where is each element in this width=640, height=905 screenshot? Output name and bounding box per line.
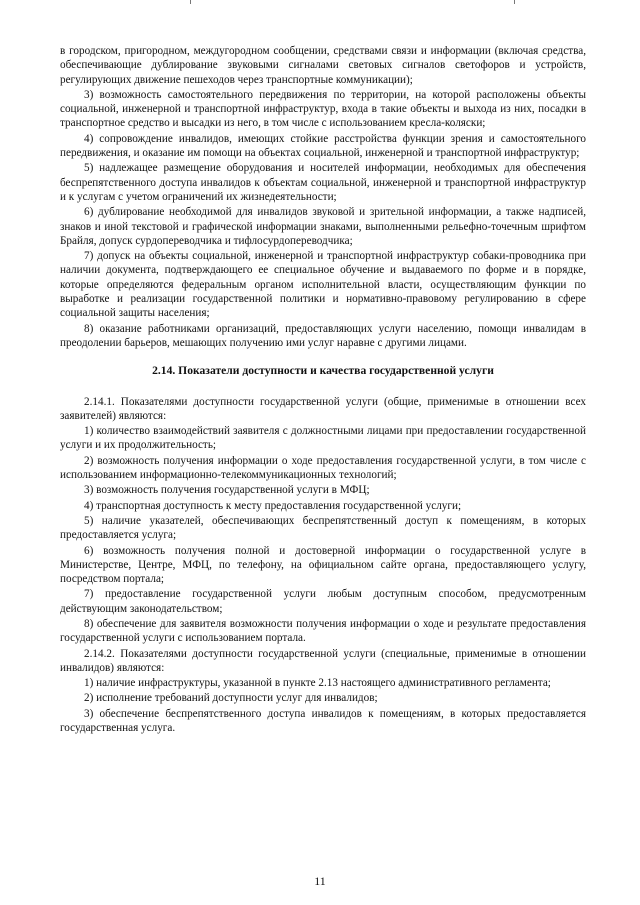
paragraph: 1) количество взаимодействий заявителя с должностными лицами при предоставлении государственной услуги и их продолжительность;	[60, 425, 586, 452]
paragraph: 6) возможность получения полной и достоверной информации о государственной услуге в Министерстве, Центре, МФЦ, по телефону, на официальном сайте органа, предоставляющего услугу, посредством портала;	[60, 544, 586, 586]
paragraph: 7) допуск на объекты социальной, инженерной и транспортной инфраструктур собаки-проводника при наличии документа, подтверждающего ее специальное обучение и выдаваемого по форме и в порядке, которые определяются федеральным органом исполнительной власти, осуществляющим функции по выработке и реализации государственной политики и нормативно-правовому регулированию в сфере социальной защиты населения;	[60, 250, 586, 320]
paragraph: 8) обеспечение для заявителя возможности получения информации о ходе и результате предоставления государственной услуги с использованием портала.	[60, 617, 586, 645]
paragraph: 2) исполнение требований доступности услуг для инвалидов;	[84, 692, 378, 705]
paragraph: 3) возможность получения государственной услуги в МФЦ;	[84, 484, 370, 497]
scan-mark	[190, 0, 191, 4]
paragraph: 2.14.1. Показателями доступности государственной услуги (общие, применимые в отношении всех заявителей) являются:	[60, 395, 586, 422]
paragraph: 3) обеспечение беспрепятственного доступа инвалидов к помещениям, в которых предоставляется государственная услуга.	[60, 707, 586, 735]
scan-mark	[514, 0, 515, 4]
paragraph: 3) возможность самостоятельного передвижения по территории, на которой расположены объекты социальной, инженерной и транспортной инфраструктур, входа в такие объекты и выхода из них, посадки в транспортное средство и высадки из него, в том числе с использованием кресла-коляски;	[60, 88, 586, 130]
document-body	[60, 44, 586, 736]
paragraph: 8) оказание работниками организаций, предоставляющих услуги населению, помощи инвалидам в преодолении барьеров, мешающих получению ими услуг наравне с другими лицами.	[60, 322, 586, 349]
paragraph: 5) надлежащее размещение оборудования и носителей информации, необходимых для обеспечения беспрепятственного доступа инвалидов к объектам социальной, инженерной и транспортной инфраструктур и к услугам с учетом ограничений их жизнедеятельности;	[60, 162, 586, 203]
paragraph: 4) транспортная доступность к месту предоставления государственной услуги;	[84, 499, 462, 512]
paragraph: 2) возможность получения информации о ходе предоставления государственной услуги, в том числе с использованием информационно-телекоммуникационных технологий;	[60, 454, 586, 482]
paragraph: 7) предоставление государственной услуги любым доступным способом, предусмотренным действующим законодательством;	[60, 588, 586, 615]
page-number: 11	[314, 874, 326, 888]
paragraph: в городском, пригородном, междугородном сообщении, средствами связи и информации (включая средства, обеспечивающие дублирование звуковыми сигналами световых сигналов светофоров и устройств, регулирующих движение пешеходов через транспортные коммуникации);	[60, 45, 586, 86]
section-heading: 2.14. Показатели доступности и качества государственной услуги	[152, 364, 494, 378]
paragraph: 5) наличие указателей, обеспечивающих беспрепятственный доступ к помещениям, в которых предоставляется услуга;	[60, 514, 586, 542]
paragraph: 6) дублирование необходимой для инвалидов звуковой и зрительной информации, а также надписей, знаков и иной текстовой и графической информации знаками, выполненными рельефно-точечным шрифтом Брайля, допуск сурдопереводчика и тифлосурдопереводчика;	[60, 206, 586, 247]
paragraph: 4) сопровождение инвалидов, имеющих стойкие расстройства функции зрения и самостоятельного передвижения, и оказание им помощи на объектах социальной, инженерной и транспортной инфраструктур;	[60, 132, 586, 160]
paragraph: 2.14.2. Показателями доступности государственной услуги (специальные, применимые в отношении инвалидов) являются:	[60, 647, 586, 674]
paragraph: 1) наличие инфраструктуры, указанной в пункте 2.13 настоящего административного регламента;	[84, 677, 551, 690]
